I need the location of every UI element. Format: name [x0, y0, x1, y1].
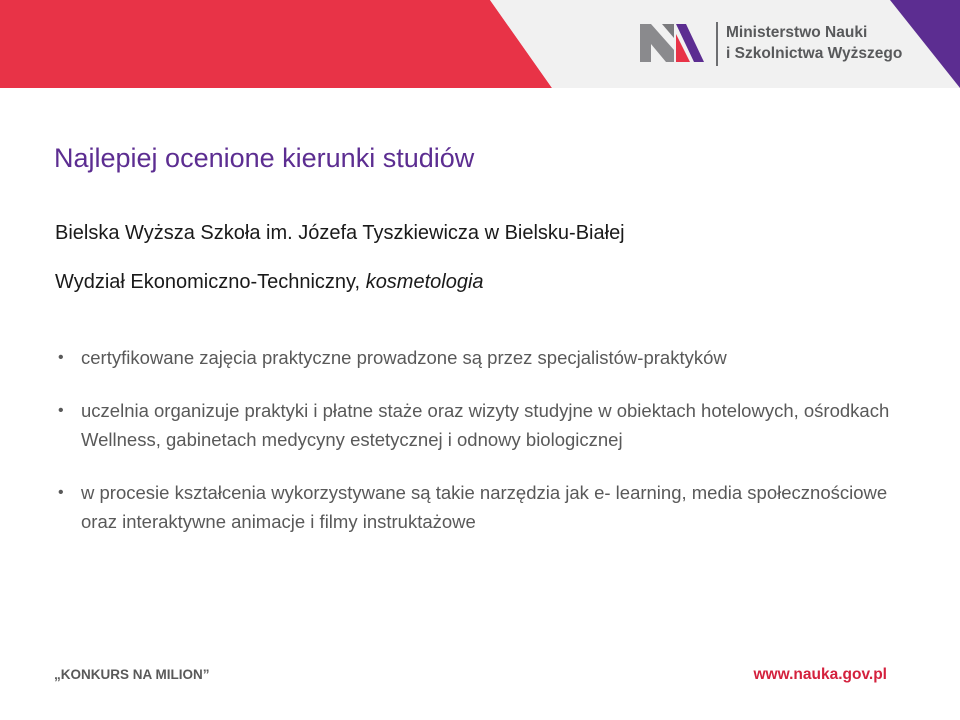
ministry-name-line1: Ministerstwo Nauki — [726, 24, 868, 41]
red-band-fill — [0, 0, 552, 88]
faculty-name: Wydział Ekonomiczno-Techniczny, — [55, 271, 361, 293]
slide-title: Najlepiej ocenione kierunki studiów — [54, 143, 475, 173]
contest-name: „KONKURS NA MILION” — [54, 667, 210, 682]
list-item — [56, 478, 906, 536]
faculty-line — [55, 271, 484, 294]
logo-separator — [716, 22, 718, 66]
ministry-emblem-icon — [640, 24, 704, 62]
feature-list — [56, 343, 906, 536]
bullet-icon: • — [58, 349, 64, 366]
field-of-study: kosmetologia — [365, 271, 484, 293]
list-item — [56, 343, 906, 372]
bullet-text: uczelnia organizuje praktyki i płatne staże oraz wizyty studyjne w obiektach hotelowych, ośrodkach Wellness, gabinetach medycyny estetycznej i odnowy biologicznej — [81, 400, 890, 450]
website-link[interactable]: www.nauka.gov.pl — [753, 666, 887, 683]
bullet-icon: • — [58, 402, 64, 419]
list-item — [56, 396, 906, 454]
bullet-icon: • — [58, 484, 64, 501]
bullet-text: certyfikowane zajęcia praktyczne prowadzone są przez specjalistów-praktyków — [81, 347, 727, 368]
university-name: Bielska Wyższa Szkoła im. Józefa Tyszkiewicza w Bielsku-Białej — [55, 222, 625, 244]
ministry-name — [726, 22, 902, 64]
ministry-name-line2: i Szkolnictwa Wyższego — [726, 45, 903, 62]
bullet-text: w procesie kształcenia wykorzystywane są takie narzędzia jak e- learning, media społecznościowe oraz interaktywne animacje i filmy instruktażowe — [81, 482, 888, 532]
ministry-logo[interactable] — [640, 18, 903, 70]
red-corner-shape — [0, 0, 620, 90]
emblem-grey-top — [662, 24, 674, 38]
